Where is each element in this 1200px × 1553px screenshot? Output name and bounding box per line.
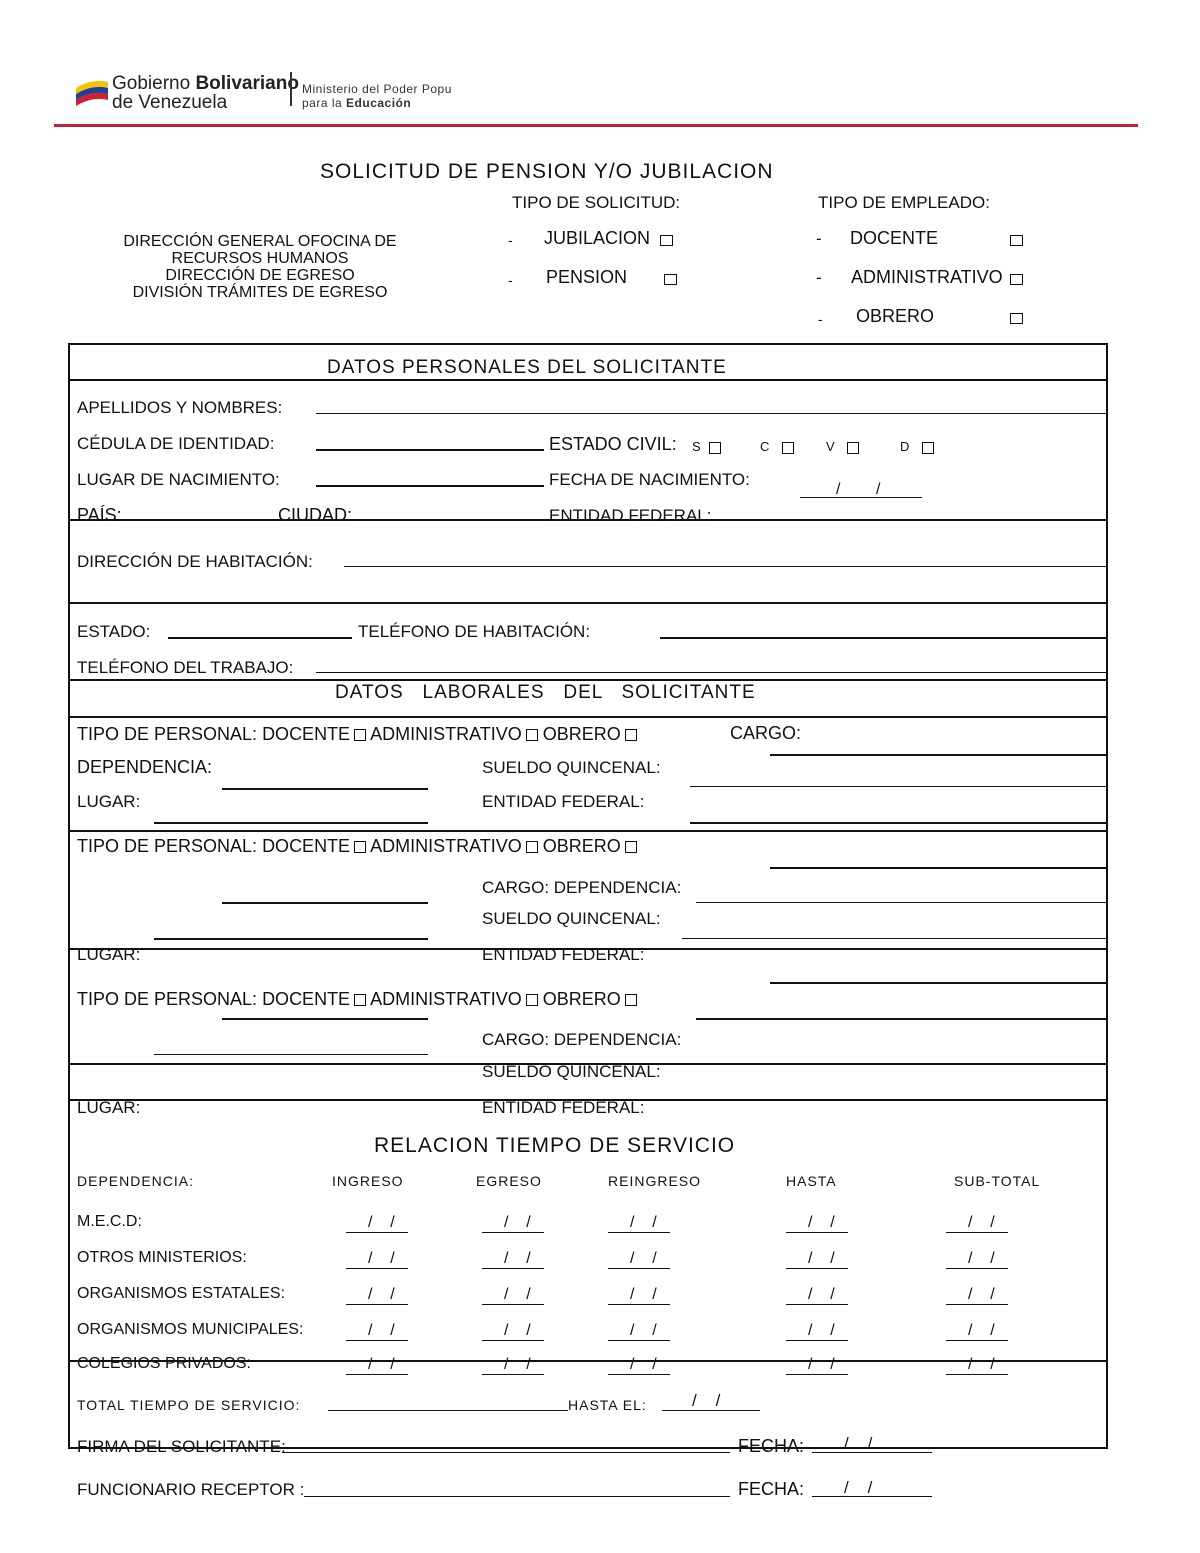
tipo-personal-row [77,724,637,745]
label-lugar: LUGAR: [77,945,141,964]
obrero-checkbox[interactable] [625,994,637,1006]
label-estado-civil: ESTADO CIVIL: [549,434,677,454]
civil-option-c [760,439,794,454]
service-date-field[interactable] [946,1268,1008,1269]
service-date-field[interactable] [608,1340,670,1341]
obrero-checkbox[interactable] [625,841,637,853]
col-egreso: EGRESO [476,1173,542,1189]
bullet: - [816,268,822,287]
docente-checkbox[interactable] [354,841,366,853]
apellidos-field[interactable] [316,413,1106,414]
civil-letter: C [760,439,770,454]
label-pais: PAÍS: [77,505,122,525]
date-mark: / / [692,1391,721,1410]
label-entidad: ENTIDAD FEDERAL: [482,792,645,811]
col-subtotal: SUB-TOTAL [954,1173,1041,1189]
label-tel-hab: TELÉFONO DE HABITACIÓN: [358,622,591,641]
tel-trab-field[interactable] [316,672,1106,673]
label-lugar: LUGAR: [77,792,141,811]
fecha-nac-field[interactable] [800,497,922,498]
jubilacion-checkbox[interactable] [660,235,673,246]
gov-logo-line1a: Gobierno [112,73,196,94]
date-sep: / [836,481,841,498]
label-estado: ESTADO: [77,622,151,641]
ciudad-field[interactable] [384,520,544,521]
civil-c-checkbox[interactable] [782,442,794,454]
date-mark: / / [504,1356,531,1373]
service-date-field[interactable] [346,1340,408,1341]
label-lugar-nac: LUGAR DE NACIMIENTO: [77,470,280,489]
service-date-field[interactable] [946,1232,1008,1233]
date-mark: / / [844,1434,873,1453]
label-tipo-personal: TIPO DE PERSONAL: [77,724,258,744]
label-obrero: OBRERO [542,724,621,744]
tipo-personal-row [77,989,637,1010]
label-lugar: LUGAR: [77,1098,141,1117]
col-reingreso: REINGRESO [608,1173,702,1189]
sueldo-field[interactable] [682,938,1106,939]
cargo-field[interactable] [696,1018,1106,1020]
obrero-checkbox[interactable] [1010,313,1023,324]
label-docente: DOCENTE [262,724,351,744]
label-administrativo: ADMINISTRATIVO [370,724,522,744]
firma-field[interactable] [282,1452,730,1453]
dependencia-field[interactable] [696,902,1106,903]
option-jubilacion [544,228,650,249]
date-mark: / / [630,1250,657,1267]
service-date-field[interactable] [346,1304,408,1305]
label-tipo-personal: TIPO DE PERSONAL: [77,989,258,1009]
date-mark: / / [368,1214,395,1231]
administrativo-checkbox[interactable] [526,729,538,741]
label-docente: DOCENTE [262,989,351,1009]
service-date-field[interactable] [786,1374,848,1375]
lugar-field[interactable] [154,938,428,940]
label-ciudad: CIUDAD: [278,505,353,525]
label-funcionario: FUNCIONARIO RECEPTOR : [77,1480,305,1499]
label-apellidos: APELLIDOS Y NOMBRES: [77,398,283,417]
administrativo-checkbox[interactable] [526,994,538,1006]
label-firma: FIRMA DEL SOLICITANTE: [77,1437,286,1456]
service-date-field[interactable] [786,1340,848,1341]
frame-line [68,716,1108,718]
label-tel-trab: TELÉFONO DEL TRABAJO: [77,658,294,677]
label-administrativo: ADMINISTRATIVO [370,989,522,1009]
docente-checkbox[interactable] [1010,235,1023,246]
label-sueldo: SUELDO QUINCENAL: [482,1062,661,1081]
label-fecha: FECHA: [738,1479,805,1499]
label-sueldo: SUELDO QUINCENAL: [482,758,661,777]
frame-right-border [1106,343,1108,1449]
date-mark: / / [504,1286,531,1303]
tipo-solicitud-heading: TIPO DE SOLICITUD: [512,193,681,212]
form-title: SOLICITUD DE PENSION Y/O JUBILACION [320,160,774,183]
date-mark: / / [368,1322,395,1339]
pais-field[interactable] [144,520,270,521]
date-mark: / / [504,1322,531,1339]
label-docente: DOCENTE [262,836,351,856]
section-title-personal: DATOS PERSONALES DEL SOLICITANTE [327,357,727,378]
bullet: - [816,229,822,248]
dependencia-field[interactable] [222,902,428,904]
service-row-label: ORGANISMOS ESTATALES: [77,1285,286,1302]
dependencia-field[interactable] [154,1054,428,1055]
lugar-nac-field[interactable] [316,485,544,487]
service-date-field[interactable] [946,1374,1008,1375]
civil-d-checkbox[interactable] [922,442,934,454]
label-cedula: CÉDULA DE IDENTIDAD: [77,434,275,453]
office-line: DIVISIÓN TRÁMITES DE EGRESO [132,284,388,301]
service-date-field[interactable] [608,1232,670,1233]
office-line: DIRECCIÓN DE EGRESO [165,267,355,284]
label-cargo-dependencia: CARGO: DEPENDENCIA: [482,1030,682,1049]
cedula-field[interactable] [316,449,544,451]
date-mark: / / [844,1478,873,1497]
gov-logo-text [112,74,299,112]
section-title-laboral: DATOS LABORALES DEL SOLICITANTE [335,682,756,703]
col-hasta: HASTA [786,1173,837,1189]
civil-option-d [900,439,934,454]
office-line: DIRECCIÓN GENERAL OFOCINA DE [123,233,397,250]
civil-letter: V [826,439,836,454]
label-sueldo: SUELDO QUINCENAL: [482,909,661,928]
date-mark: / / [630,1286,657,1303]
label-hasta-el: HASTA EL: [568,1397,647,1413]
date-mark: / / [968,1322,995,1339]
date-mark: / / [630,1322,657,1339]
frame-line [68,343,1108,345]
ministry-logo-text [302,82,452,110]
frame-line [68,830,1108,832]
section-title-servicio: RELACION TIEMPO DE SERVICIO [374,1134,736,1157]
pension-checkbox[interactable] [664,274,677,285]
label-entidad: ENTIDAD FEDERAL: [482,1098,645,1117]
option-pension [546,267,627,288]
civil-option-v [826,439,859,454]
label-dependencia: DEPENDENCIA: [77,757,213,777]
service-date-field[interactable] [346,1268,408,1269]
date-mark: / / [808,1286,835,1303]
civil-s-checkbox[interactable] [709,442,721,454]
service-date-field[interactable] [946,1340,1008,1341]
entidad-field[interactable] [690,822,1106,824]
date-mark: / / [968,1356,995,1373]
date-mark: / / [504,1214,531,1231]
service-row-label: COLEGIOS PRIVADOS: [77,1355,251,1372]
service-date-field[interactable] [482,1340,544,1341]
date-mark: / / [968,1286,995,1303]
option-label: JUBILACION [544,228,651,248]
cargo-field[interactable] [770,867,1106,869]
option-administrativo: ADMINISTRATIVO [851,267,1003,287]
bullet: - [508,272,513,288]
service-date-field[interactable] [608,1374,670,1375]
service-row-label: M.E.C.D: [77,1213,142,1230]
docente-checkbox[interactable] [354,994,366,1006]
option-obrero: OBRERO [856,306,935,326]
label-cargo: CARGO: [730,723,802,743]
sueldo-field[interactable] [690,786,1106,787]
lugar-field[interactable] [154,822,428,824]
obrero-checkbox[interactable] [625,729,637,741]
label-fecha-nac: FECHA DE NACIMIENTO: [549,470,750,489]
service-row-label: ORGANISMOS MUNICIPALES: [77,1321,304,1338]
direccion-field[interactable] [344,566,1106,567]
civil-letter: D [900,439,910,454]
label-tipo-personal: TIPO DE PERSONAL: [77,836,258,856]
civil-option-s [692,439,721,454]
col-dependencia: DEPENDENCIA: [77,1173,195,1189]
total-servicio-field[interactable] [328,1410,568,1411]
date-mark: / / [368,1286,395,1303]
cargo-field[interactable] [222,1018,428,1020]
administrativo-checkbox[interactable] [1010,274,1023,285]
label-entidad: ENTIDAD FEDERAL: [549,506,712,525]
service-date-field[interactable] [608,1268,670,1269]
frame-line [68,379,1108,381]
service-date-field[interactable] [482,1374,544,1375]
dependencia-field[interactable] [222,788,428,790]
civil-letter: S [692,439,702,454]
tel-hab-field[interactable] [660,637,1106,639]
date-mark: / / [368,1250,395,1267]
ministry-line1: Ministerio del Poder Popu [302,82,452,96]
date-mark: / / [504,1250,531,1267]
label-entidad: ENTIDAD FEDERAL: [482,945,645,964]
date-mark: / / [808,1250,835,1267]
service-date-field[interactable] [346,1374,408,1375]
ministry-line2b: Educación [346,96,412,110]
funcionario-field[interactable] [304,1496,730,1497]
label-total-servicio: TOTAL TIEMPO DE SERVICIO: [77,1397,301,1413]
date-mark: / / [808,1356,835,1373]
date-sep: / [876,481,881,498]
service-row-label: OTROS MINISTERIOS: [77,1249,247,1266]
header-rule [54,124,1138,127]
option-label: PENSION [546,267,628,287]
date-mark: / / [968,1214,995,1231]
service-date-field[interactable] [482,1268,544,1269]
office-block [110,233,410,301]
option-docente: DOCENTE [850,228,939,248]
gov-logo-line2: de Venezuela [112,92,228,113]
frame-line [68,679,1108,681]
label-cargo-dependencia: CARGO: DEPENDENCIA: [482,878,682,897]
administrativo-checkbox[interactable] [526,841,538,853]
service-date-field[interactable] [786,1268,848,1269]
cargo-field[interactable] [770,754,1106,756]
entidad-field[interactable] [736,520,1106,521]
venezuela-flag-icon [74,76,110,106]
service-date-field[interactable] [482,1232,544,1233]
date-mark: / / [808,1214,835,1231]
service-date-field[interactable] [786,1304,848,1305]
label-fecha: FECHA: [738,1436,805,1456]
bullet: - [508,232,513,248]
office-line: RECURSOS HUMANOS [171,250,349,267]
date-mark: / / [630,1356,657,1373]
label-obrero: OBRERO [542,836,621,856]
date-mark: / / [968,1250,995,1267]
logo-divider [290,72,292,106]
docente-checkbox[interactable] [354,729,366,741]
ministry-line2a: para la [302,96,347,110]
col-ingreso: INGRESO [332,1173,404,1189]
date-mark: / / [368,1356,395,1373]
label-administrativo: ADMINISTRATIVO [370,836,522,856]
bullet: - [818,311,823,327]
label-obrero: OBRERO [542,989,621,1009]
service-date-field[interactable] [482,1304,544,1305]
gov-logo-line1b: Bolivariano [195,73,299,94]
service-date-field[interactable] [946,1304,1008,1305]
tipo-empleado-heading: TIPO DE EMPLEADO: [818,193,990,212]
frame-left-border [68,343,70,1449]
service-date-field[interactable] [608,1304,670,1305]
tipo-personal-row [77,836,637,857]
service-date-field[interactable] [786,1232,848,1233]
entidad-field[interactable] [770,982,1106,984]
frame-line [68,602,1108,604]
service-date-field[interactable] [346,1232,408,1233]
civil-v-checkbox[interactable] [847,442,859,454]
estado-field[interactable] [168,637,352,639]
date-mark: / / [630,1214,657,1231]
label-direccion: DIRECCIÓN DE HABITACIÓN: [77,552,313,571]
date-mark: / / [808,1322,835,1339]
